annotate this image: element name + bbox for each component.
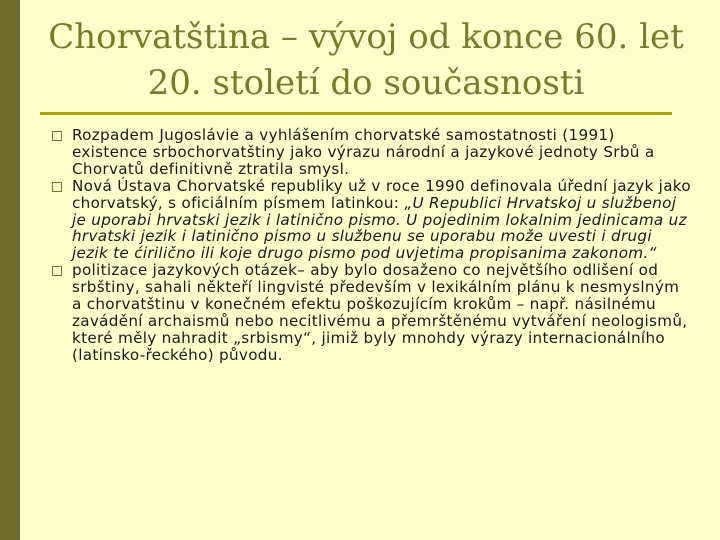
bullet-text-3: politizace jazykových otázek– aby bylo dosaženo co největšího odlišení od srbštiny, sahali někteří lingvisté především v lexikálním plánu k nesmyslným a chorvatštinu v konečném efektu poškozujícím krokům – např. násilnému zavádění archaismů nebo necitlivému a přemrštěnému vytváření neologismů, které měly nahradit „srbismy“, jimiž byly mnohdy výrazy internacionálního (latinsko-řeckého) původu. bbox=[72, 261, 688, 364]
bullet-text-2: Nová Ústava Chorvatské republiky už v roce 1990 definovala úřední jazyk jako chorvatský, s oficiálním písmem latinkou: bbox=[72, 176, 691, 212]
slide-title-line-2: 20. století do současnosti bbox=[147, 63, 585, 103]
slide-title bbox=[26, 14, 706, 106]
bullet-item-2 bbox=[52, 178, 692, 263]
square-bullet-icon bbox=[52, 131, 62, 141]
bullet-text-1: Rozpadem Jugoslávie a vyhlášením chorvatské samostatnosti (1991) existence srbochorvatštiny jako výrazu národní a jazykové jednoty Srbů a Chorvatů definitivně ztratila smysl. bbox=[72, 126, 655, 178]
title-underline bbox=[40, 112, 672, 115]
square-bullet-icon bbox=[52, 266, 62, 276]
decorative-side-bar bbox=[0, 0, 20, 540]
bullet-list bbox=[52, 127, 692, 364]
bullet-item-3 bbox=[52, 262, 692, 363]
square-bullet-icon bbox=[52, 182, 62, 192]
slide-title-line-1: Chorvatština – vývoj od konce 60. let bbox=[48, 17, 684, 57]
bullet-item-1 bbox=[52, 127, 692, 178]
bullet-quote-2: „U Republici Hrvatskoj u službenoj je uporabi hrvatski jezik i latinično pismo. U pojedinim lokalnim jedinicama uz hrvatski jezik i latinično pismo u službenu se uporabu može uvesti i drugi jezik te ćirilično ili koje drugo pismo pod uvjetima propisanima zakonom.“ bbox=[72, 193, 687, 263]
